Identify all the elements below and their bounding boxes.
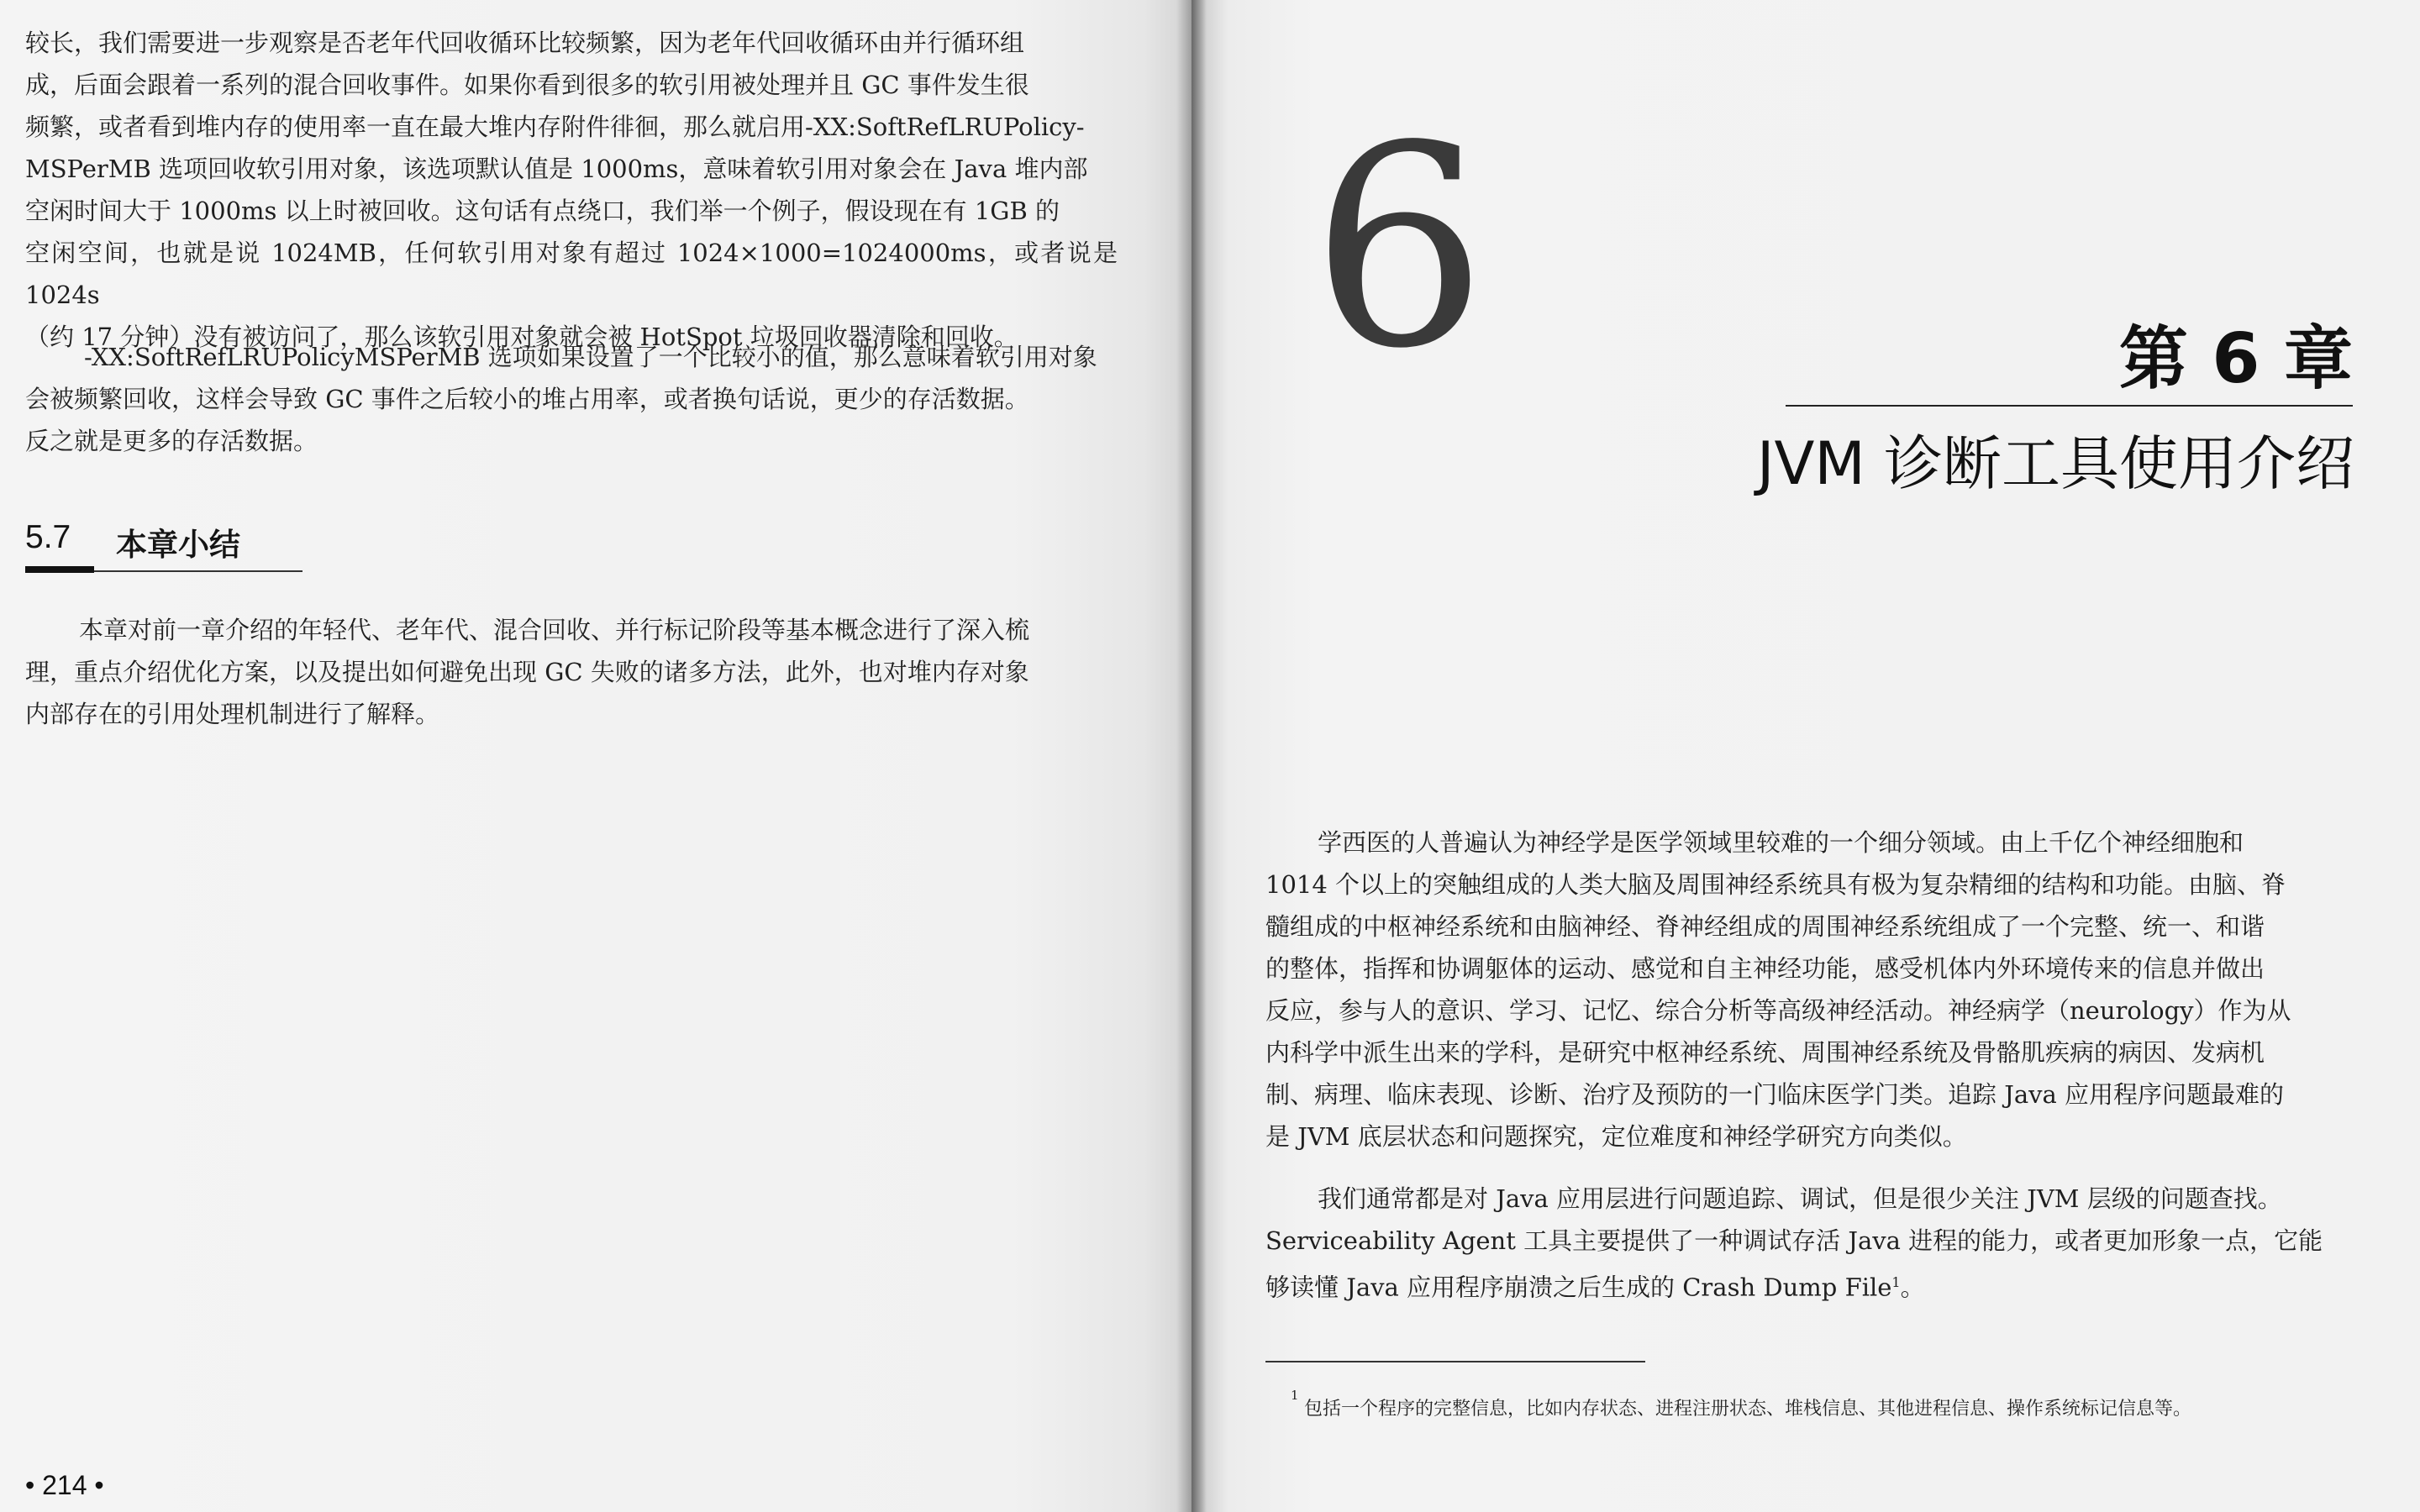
sentence-end: 。 — [1900, 1273, 1925, 1302]
text-line: 理，重点介绍优化方案，以及提出如何避免出现 GC 失败的诸多方法，此外，也对堆内存对象 — [25, 658, 1029, 686]
text-line: 空闲时间大于 1000ms 以上时被回收。这句话有点绕口，我们举一个例子，假设现在有 1GB 的 — [25, 197, 1060, 225]
text-line: 是 JVM 底层状态和问题探究，定位难度和神经学研究方向类似。 — [1265, 1122, 1967, 1151]
text-line: Serviceability Agent 工具主要提供了一种调试存活 Java 进程的能力，或者更加形象一点，它能 — [1265, 1226, 2323, 1255]
text-line — [1265, 1262, 2356, 1309]
footnote-rule — [1265, 1361, 1645, 1362]
chapter-title: JVM 诊断工具使用介绍 — [1756, 429, 2354, 498]
summary-paragraph — [25, 609, 1118, 735]
chapter-label: 第 6 章 — [2118, 319, 2353, 399]
footnote-mark: 1 — [1291, 1388, 1299, 1403]
text-line: 的整体，指挥和协调躯体的运动、感觉和自主神经功能，感受机体内外环境传来的信息并做出 — [1265, 954, 2265, 983]
left-page — [0, 0, 1192, 1512]
text-line: 内科学中派生出来的学科，是研究中枢神经系统、周围神经系统及骨骼肌疾病的病因、发病机 — [1265, 1038, 2265, 1067]
section-rule-thick — [25, 566, 94, 573]
book-gutter — [1176, 0, 1207, 1512]
page-number: • 214 • — [25, 1470, 104, 1500]
text-line: 反之就是更多的存活数据。 — [25, 427, 318, 455]
text-line: 内部存在的引用处理机制进行了解释。 — [25, 700, 440, 728]
text-line: 制、病理、临床表现、诊断、治疗及预防的一门临床医学门类。追踪 Java 应用程序问题最难的 — [1265, 1080, 2285, 1109]
text-line: 1014 个以上的突触组成的人类大脑及周围神经系统具有极为复杂精细的结构和功能。由脑、脊 — [1265, 870, 2286, 899]
section-rule-thin — [94, 570, 302, 572]
text-line: 空闲空间，也就是说 1024MB，任何软引用对象有超过 1024×1000=1024000ms，或者说是 1024s — [25, 239, 1118, 309]
footnote — [1291, 1388, 2192, 1420]
text-line: 我们通常都是对 Java 应用层进行问题追踪、调试，但是很少关注 JVM 层级的问题查找。 — [1318, 1184, 2282, 1213]
chapter-number-large: 6 — [1311, 87, 1487, 409]
section-title: 本章小结 — [116, 527, 240, 563]
text-line: -XX:SoftRefLRUPolicyMSPerMB 选项如果设置了一个比较小的值，那么意味着软引用对象 — [84, 343, 1097, 371]
section-heading — [25, 516, 277, 575]
text-line: 学西医的人普遍认为神经学是医学领域里较难的一个细分领域。由上千亿个神经细胞和 — [1318, 828, 2244, 857]
text-line: 频繁，或者看到堆内存的使用率一直在最大堆内存附件徘徊，那么就启用-XX:SoftRefLRUPolicy- — [25, 113, 1085, 141]
text-line: 髓组成的中枢神经系统和由脑神经、脊神经组成的周围神经系统组成了一个完整、统一、和谐 — [1265, 912, 2265, 941]
text-line: 较长，我们需要进一步观察是否老年代回收循环比较频繁，因为老年代回收循环由并行循环组 — [25, 29, 1025, 57]
intro-paragraph-2 — [1265, 1178, 2356, 1309]
text-line: 本章对前一章介绍的年轻代、老年代、混合回收、并行标记阶段等基本概念进行了深入梳 — [79, 616, 1030, 644]
left-paragraph-1 — [25, 22, 1118, 358]
text-line: MSPerMB 选项回收软引用对象，该选项默认值是 1000ms，意味着软引用对象会在 Java 堆内部 — [25, 155, 1088, 183]
section-number: 5.7 — [25, 519, 71, 555]
text-line: （约 17 分钟）没有被访问了，那么该软引用对象就会被 HotSpot 垃圾回收器清除和回收。 — [25, 323, 1018, 351]
footnote-reference[interactable]: 1 — [1891, 1274, 1901, 1290]
chapter-divider — [1786, 405, 2353, 407]
intro-paragraph-1 — [1265, 822, 2356, 1158]
text-line: 反应，参与人的意识、学习、记忆、综合分析等高级神经活动。神经病学（neurology）作为从 — [1265, 996, 2291, 1025]
text-line: 会被频繁回收，这样会导致 GC 事件之后较小的堆占用率，或者换句话说，更少的存活数据。 — [25, 385, 1029, 413]
text-line: 成，后面会跟着一系列的混合回收事件。如果你看到很多的软引用被处理并且 GC 事件发生很 — [25, 71, 1029, 99]
text-line-content: 够读懂 Java 应用程序崩溃之后生成的 Crash Dump File — [1265, 1273, 1892, 1302]
footnote-text: 包括一个程序的完整信息，比如内存状态、进程注册状态、堆栈信息、其他进程信息、操作系统标记信息等。 — [1304, 1399, 2192, 1420]
left-paragraph-2 — [25, 336, 1118, 462]
